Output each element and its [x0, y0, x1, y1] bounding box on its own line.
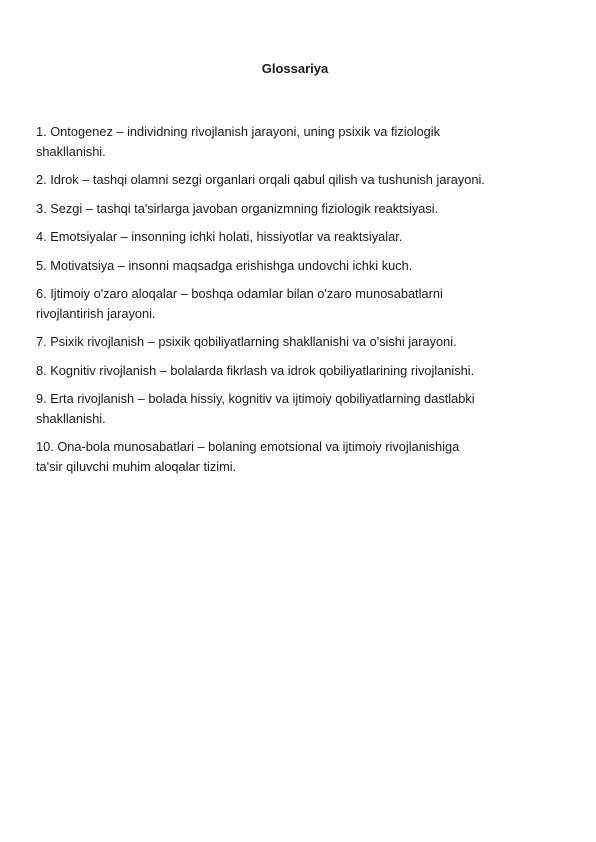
glossary-entry-2: 2. Idrok – tashqi olamni sezgi organlari orqali qabul qilish va tushunish jarayoni.	[36, 172, 485, 187]
page-title: Glossariya	[261, 61, 329, 76]
glossary-entry-8: 8. Kognitiv rivojlanish – bolalarda fikrlash va idrok qobiliyatlarining rivojlanishi.	[36, 362, 475, 378]
glossary-entry-7: 7. Psixik rivojlanish – psixik qobiliyatlarning shakllanishi va o'sishi jarayoni.	[36, 334, 457, 349]
glossary-entry-3: 3. Sezgi – tashqi ta'sirlarga javoban organizmning fiziologik reaktsiyasi.	[36, 200, 439, 216]
glossary-entry-6: 6. Ijtimoiy o'zaro aloqalar – boshqa odamlar bilan o'zaro munosabatlarni rivojlantirish jarayoni.	[36, 286, 443, 321]
glossary-list	[36, 122, 562, 485]
glossary-entry-1: 1. Ontogenez – individning rivojlanish jarayoni, uning psixik va fiziologik shakllanishi.	[36, 124, 441, 159]
glossary-entry-10: 10. Ona-bola munosabatlari – bolaning emotsional va ijtimoiy rivojlanishiga ta'sir qiluvchi muhim aloqalar tizimi.	[36, 439, 460, 474]
glossary-entry-4: 4. Emotsiyalar – insonning ichki holati, hissiyotlar va reaktsiyalar.	[36, 229, 403, 244]
glossary-entry-5: 5. Motivatsiya – insonni maqsadga erishishga undovchi ichki kuch.	[36, 257, 413, 273]
glossary-entry-9: 9. Erta rivojlanish – bolada hissiy, kognitiv va ijtimoiy qobiliyatlarning dastlabki shakllanishi.	[36, 391, 475, 426]
